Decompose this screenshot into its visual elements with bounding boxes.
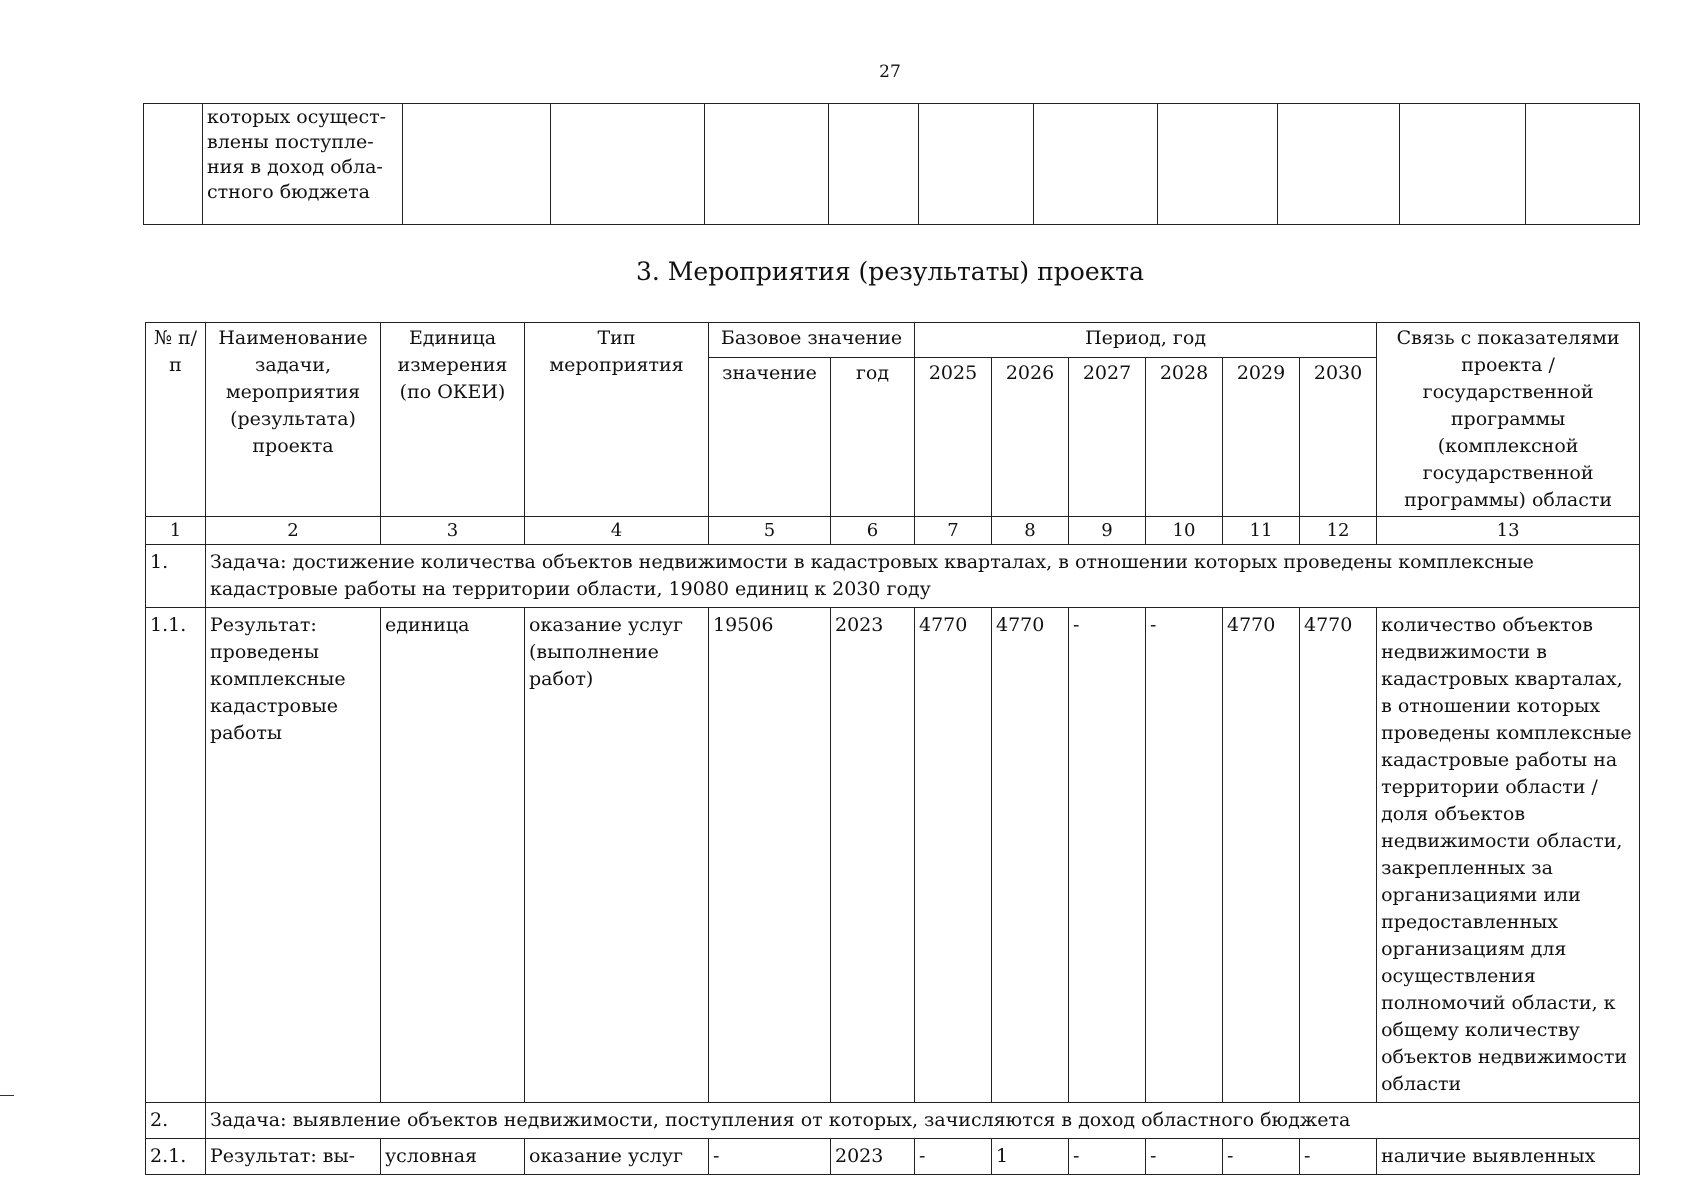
result-year-value: 4770 [1300, 608, 1377, 1103]
header-year: 2027 [1069, 358, 1146, 517]
header-unit: Единица измерения (по ОКЕИ) [381, 323, 525, 517]
header-period: Период, год [915, 323, 1377, 358]
column-number: 9 [1069, 517, 1146, 545]
result-year-value: 1 [992, 1139, 1069, 1175]
result-link: наличие выявленных [1377, 1139, 1640, 1175]
header-year: 2028 [1146, 358, 1223, 517]
continuation-row [144, 104, 1640, 225]
cont-cell [829, 104, 919, 225]
header-year: 2030 [1300, 358, 1377, 517]
margin-mark [0, 1095, 14, 1096]
result-year-value: - [1069, 1139, 1146, 1175]
header-year: 2029 [1223, 358, 1300, 517]
result-base-value: 19506 [709, 608, 831, 1103]
result-year-value: 4770 [992, 608, 1069, 1103]
task-text: Задача: достижение количества объектов недвижимости в кадастровых кварталах, в отношении которых проведены комплексные кадастровые работы на территории области, 19080 единиц к 2030 году [206, 545, 1640, 608]
column-number: 3 [381, 517, 525, 545]
column-number: 12 [1300, 517, 1377, 545]
column-number-row [146, 517, 1640, 545]
result-year-value: - [1300, 1139, 1377, 1175]
task-row [146, 1103, 1640, 1139]
cont-cell [705, 104, 829, 225]
header-year: 2026 [992, 358, 1069, 517]
header-base: Базовое значение [709, 323, 915, 358]
header-row-1 [146, 323, 1640, 358]
result-year-value: 4770 [915, 608, 992, 1103]
result-name: Результат: проведены комплексные кадастровые работы [206, 608, 381, 1103]
result-number: 2.1. [146, 1139, 206, 1175]
result-year-value: - [1146, 1139, 1223, 1175]
cont-name-text: которых осущест- влены поступле- ния в доход обла- стного бюджета [207, 106, 387, 203]
column-number: 4 [525, 517, 709, 545]
header-num: № п/п [146, 323, 206, 517]
cont-cell [1400, 104, 1526, 225]
task-number: 2. [146, 1103, 206, 1139]
column-number: 11 [1223, 517, 1300, 545]
result-year-value: - [915, 1139, 992, 1175]
column-number: 8 [992, 517, 1069, 545]
result-year-value: - [1146, 608, 1223, 1103]
cont-cell [1034, 104, 1158, 225]
header-base-year: год [831, 358, 915, 517]
column-number: 10 [1146, 517, 1223, 545]
cont-cell [919, 104, 1034, 225]
column-number: 7 [915, 517, 992, 545]
cont-cell [1526, 104, 1640, 225]
result-type: оказание услуг [525, 1139, 709, 1175]
result-row [146, 1139, 1640, 1175]
result-base-year: 2023 [831, 1139, 915, 1175]
continuation-table [143, 103, 1640, 225]
header-link: Связь с показателями проекта / государственной программы (комплексной государственной программы) области [1377, 323, 1640, 517]
result-link: количество объектов недвижимости в кадастровых кварталах, в отношении которых проведены комплексные кадастровые работы на территории области / доля объектов недвижимости области, закрепленных за организациями или предоставленных организациям для осуществления полномочий области, к общему количеству объектов недвижимости области [1377, 608, 1640, 1103]
column-number: 13 [1377, 517, 1640, 545]
result-base-value: - [709, 1139, 831, 1175]
header-type: Тип мероприятия [525, 323, 709, 517]
result-number: 1.1. [146, 608, 206, 1103]
cont-cell [551, 104, 705, 225]
result-name: Результат: вы- [206, 1139, 381, 1175]
result-unit: единица [381, 608, 525, 1103]
result-year-value: - [1069, 608, 1146, 1103]
column-number: 2 [206, 517, 381, 545]
result-year-value: - [1223, 1139, 1300, 1175]
result-year-value: 4770 [1223, 608, 1300, 1103]
column-number: 6 [831, 517, 915, 545]
task-number: 1. [146, 545, 206, 608]
cont-cell [144, 104, 203, 225]
task-text: Задача: выявление объектов недвижимости, поступления от которых, зачисляются в доход областного бюджета [206, 1103, 1640, 1139]
cont-cell [1278, 104, 1400, 225]
result-base-year: 2023 [831, 608, 915, 1103]
header-base-value: значение [709, 358, 831, 517]
column-number: 1 [146, 517, 206, 545]
page-number: 27 [879, 62, 901, 82]
header-year: 2025 [915, 358, 992, 517]
cont-cell [403, 104, 551, 225]
result-type: оказание услуг (выполнение работ) [525, 608, 709, 1103]
column-number: 5 [709, 517, 831, 545]
cont-cell [1158, 104, 1278, 225]
task-row [146, 545, 1640, 608]
cont-name-cell [203, 104, 403, 225]
section-title: 3. Мероприятия (результаты) проекта [636, 257, 1144, 286]
events-table [145, 322, 1640, 1175]
result-unit: условная [381, 1139, 525, 1175]
result-row [146, 608, 1640, 1103]
header-name: Наименование задачи, мероприятия (результата) проекта [206, 323, 381, 517]
